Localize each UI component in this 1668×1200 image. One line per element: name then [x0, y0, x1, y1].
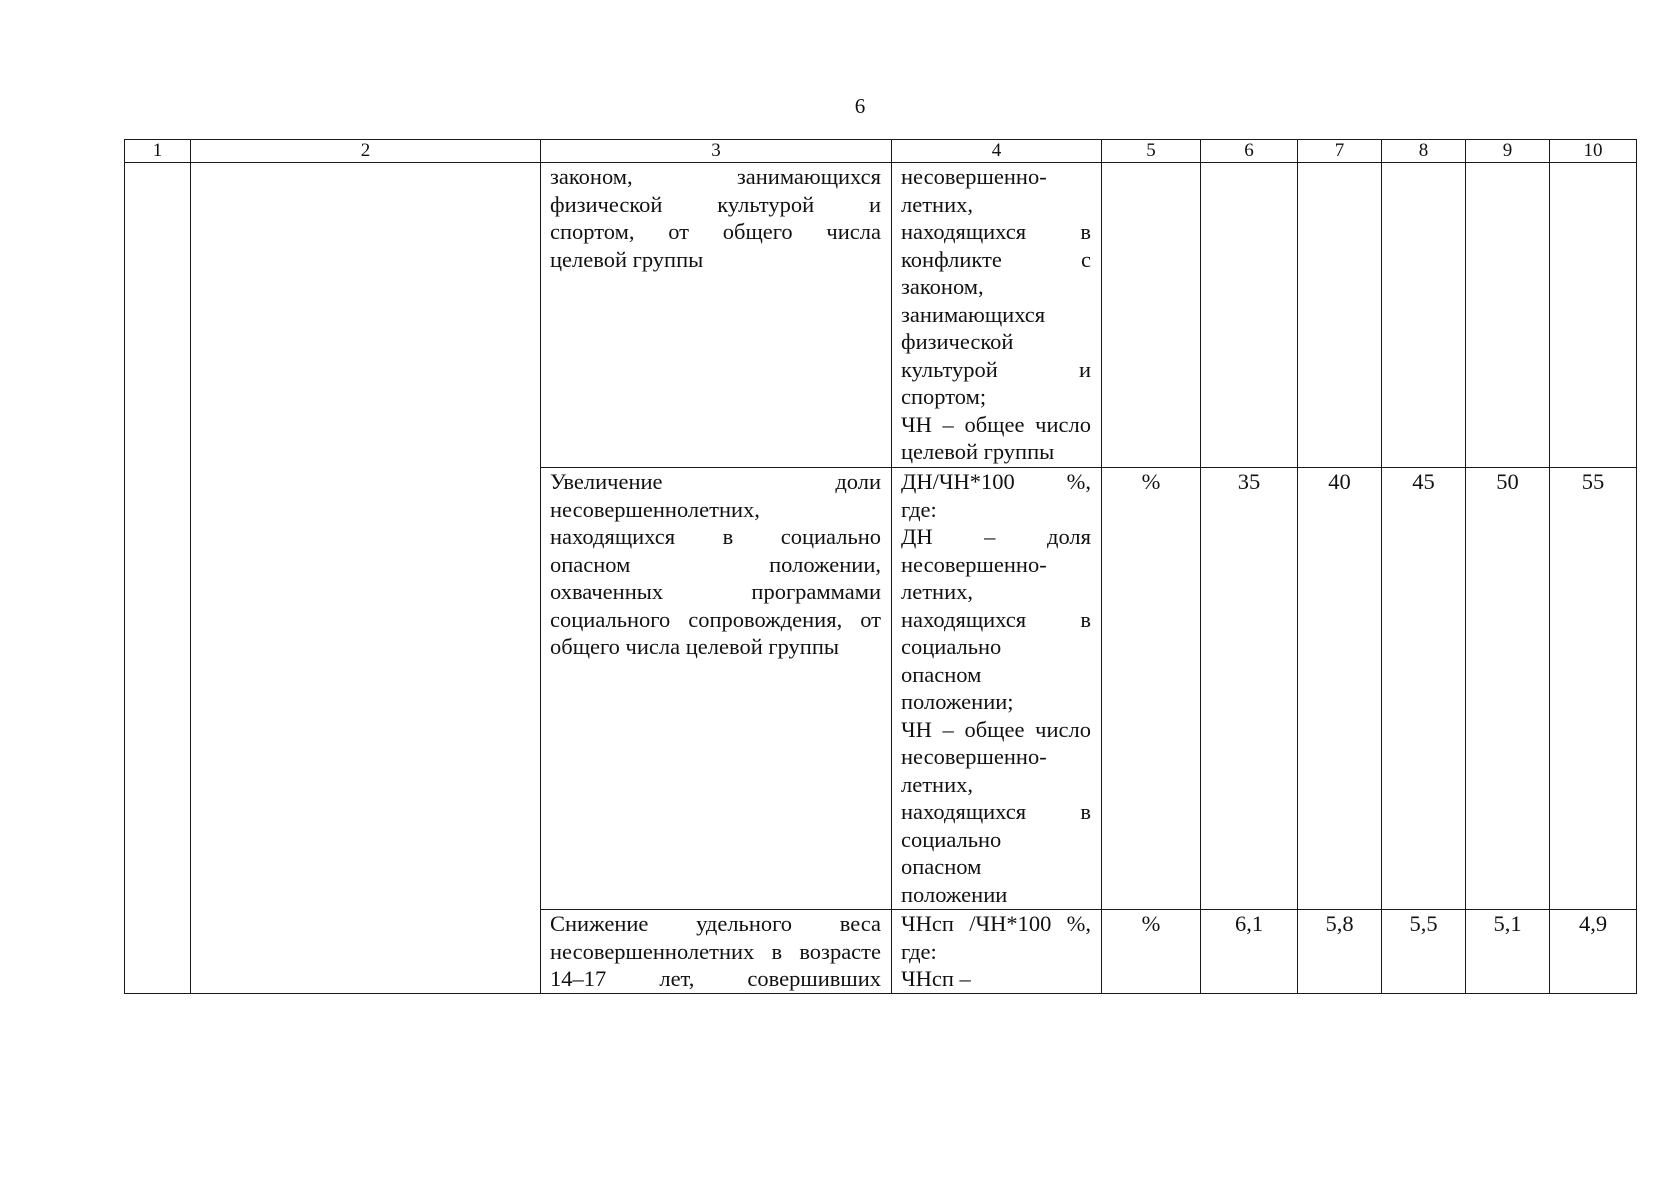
header-cell: 7 — [1298, 140, 1382, 163]
unit-cell: % — [1102, 468, 1201, 910]
text-line: летних, — [901, 771, 974, 797]
text-line: находящихся в — [901, 606, 1091, 632]
indicator-name — [541, 468, 891, 661]
text-line: находящихся в — [901, 799, 1091, 824]
col2-cell — [191, 163, 541, 994]
text-line: законом, — [901, 274, 984, 299]
value-cell: 35 — [1201, 468, 1298, 910]
header-cell: 6 — [1201, 140, 1298, 163]
text-line: летних, — [901, 579, 974, 604]
text-line: ЧНсп /ЧН*100 %, — [901, 911, 1091, 936]
indicator-name-cell — [541, 163, 892, 468]
unit-cell: % — [1102, 910, 1201, 994]
formula-text — [892, 163, 1101, 466]
text-line: несовершеннолетних, — [550, 496, 760, 522]
text-line: социального сопровождения, от — [550, 606, 881, 632]
text-line: 14–17 лет, совершивших — [550, 966, 881, 991]
text-line: физической — [901, 329, 1014, 354]
text-line: конфликте с — [901, 246, 1091, 272]
value-cell: 55 — [1550, 468, 1637, 910]
text-line: Увеличение доли — [550, 469, 881, 494]
value-cell — [1550, 163, 1637, 468]
indicators-table — [124, 139, 1637, 994]
text-line: где: — [901, 938, 937, 964]
text-line: общего числа целевой группы — [550, 634, 839, 659]
header-row — [125, 140, 1637, 163]
header-cell: 3 — [541, 140, 892, 163]
indicator-name-cell — [541, 468, 892, 910]
text-line: несовершенно- — [901, 164, 1047, 189]
text-line: ЧНсп – — [901, 966, 971, 991]
text-line: несовершенно- — [901, 744, 1047, 769]
value-cell: 6,1 — [1201, 910, 1298, 994]
page-number: 6 — [854, 94, 866, 118]
text-line: занимающихся — [901, 301, 1046, 327]
text-line: летних, — [901, 191, 974, 217]
formula-text — [892, 468, 1101, 908]
text-line: ДН/ЧН*100 %, — [901, 469, 1091, 494]
header-cell: 4 — [892, 140, 1102, 163]
value-cell: 5,8 — [1298, 910, 1382, 994]
value-cell — [1298, 163, 1382, 468]
text-line: опасном — [901, 854, 982, 879]
text-line: охваченных программами — [550, 579, 881, 604]
formula-text — [892, 910, 1101, 993]
header-cell: 8 — [1382, 140, 1466, 163]
text-line: целевой группы — [901, 439, 1055, 464]
text-line: находящихся в — [901, 219, 1091, 244]
text-line: социально — [901, 826, 1002, 852]
value-cell — [1201, 163, 1298, 468]
text-line: спортом; — [901, 384, 987, 409]
text-line: культурой и — [901, 356, 1091, 382]
formula-cell — [892, 163, 1102, 468]
text-line: несовершеннолетних в возрасте — [550, 938, 881, 964]
text-line: Снижение удельного веса — [550, 911, 881, 936]
formula-cell — [892, 468, 1102, 910]
indicator-name-cell — [541, 910, 892, 994]
text-line: ЧН – общее число — [901, 716, 1091, 742]
header-cell: 2 — [191, 140, 541, 163]
value-cell: 5,1 — [1466, 910, 1550, 994]
text-line: где: — [901, 496, 937, 522]
unit-cell — [1102, 163, 1201, 468]
header-cell: 9 — [1466, 140, 1550, 163]
text-line: опасном положении, — [550, 551, 881, 577]
header-cell: 10 — [1550, 140, 1637, 163]
text-line: опасном — [901, 661, 982, 687]
text-line: спортом, от общего числа — [550, 219, 881, 244]
value-cell: 40 — [1298, 468, 1382, 910]
text-line: положении — [901, 881, 1008, 907]
indicator-name — [541, 910, 891, 993]
text-line: ДН – доля — [901, 524, 1091, 549]
value-cell — [1466, 163, 1550, 468]
text-line: законом, занимающихся — [550, 164, 881, 189]
text-line: находящихся в социально — [550, 524, 881, 549]
indicator-name — [541, 163, 891, 273]
text-line: ЧН – общее число — [901, 411, 1091, 437]
value-cell: 4,9 — [1550, 910, 1637, 994]
value-cell: 45 — [1382, 468, 1466, 910]
col1-cell — [125, 163, 191, 994]
text-line: социально — [901, 634, 1002, 659]
text-line: физической культурой и — [550, 191, 881, 217]
text-line: положении; — [901, 689, 1014, 714]
value-cell: 50 — [1466, 468, 1550, 910]
text-line: целевой группы — [550, 246, 704, 272]
formula-cell — [892, 910, 1102, 994]
header-cell: 5 — [1102, 140, 1201, 163]
header-cell: 1 — [125, 140, 191, 163]
table-row — [125, 163, 1637, 468]
text-line: несовершенно- — [901, 551, 1047, 577]
value-cell — [1382, 163, 1466, 468]
value-cell: 5,5 — [1382, 910, 1466, 994]
